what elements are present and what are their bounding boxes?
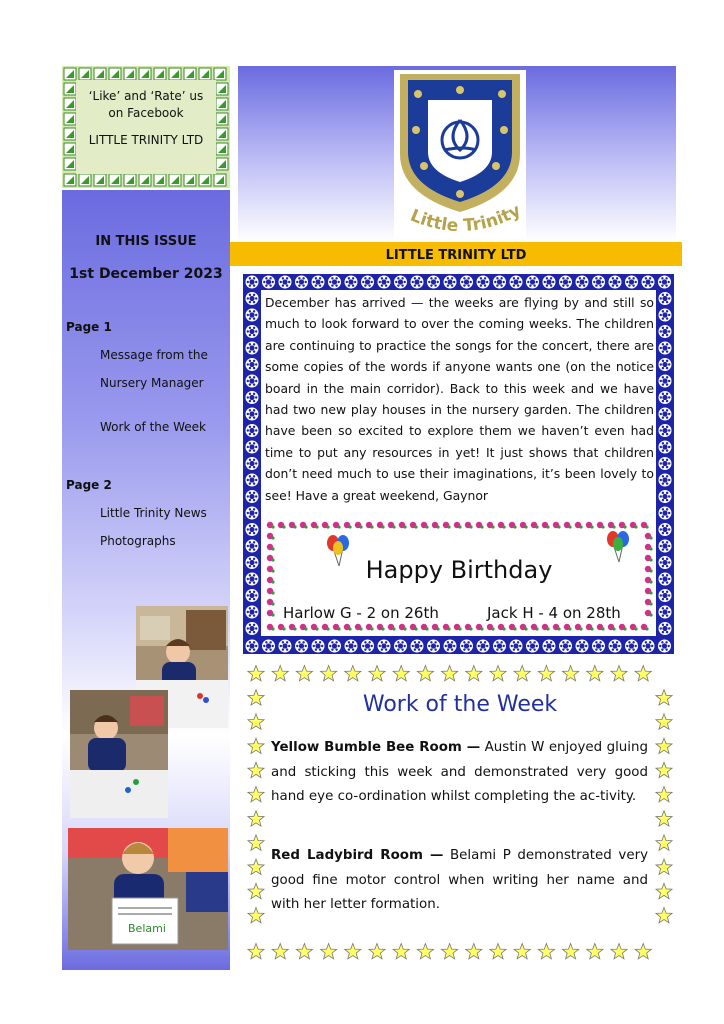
flower-bud [377, 522, 385, 529]
flower-bud [355, 624, 363, 631]
header [238, 66, 676, 242]
star-icon [272, 666, 288, 681]
star-icon [635, 944, 651, 959]
work-of-week-box [243, 660, 677, 964]
message-content [261, 290, 656, 636]
star-icon [611, 944, 627, 959]
flower-icon [246, 457, 259, 470]
star-icon [272, 944, 288, 959]
flower-icon [543, 276, 556, 289]
flower-bud [641, 522, 649, 529]
flower-bud [377, 624, 385, 631]
star-icon [369, 666, 385, 681]
flower-icon [295, 276, 308, 289]
flower-icon [659, 358, 672, 371]
green-tile [154, 174, 166, 186]
flower-bud [520, 522, 528, 529]
flower-bud [619, 624, 627, 631]
star-icon [248, 787, 264, 802]
flower-icon [510, 276, 523, 289]
facebook-line-2: on Facebook [108, 106, 184, 120]
flower-icon [378, 276, 391, 289]
flower-bud [454, 522, 462, 529]
flower-icon [576, 276, 589, 289]
green-tile [216, 158, 228, 170]
flower-bud [575, 522, 583, 529]
star-icon [587, 666, 603, 681]
flower-icon [659, 622, 672, 635]
green-tile [214, 174, 226, 186]
flower-icon [609, 276, 622, 289]
green-tile [184, 174, 196, 186]
flower-bud [322, 624, 330, 631]
facebook-line-1: ‘Like’ and ‘Rate’ us [88, 89, 204, 103]
flower-icon [246, 606, 259, 619]
crest-text: Little Trinity [407, 200, 525, 237]
star-icon [514, 944, 530, 959]
star-icon [514, 666, 530, 681]
flower-bud [410, 624, 418, 631]
star-icon [538, 666, 554, 681]
flower-icon [246, 474, 259, 487]
flower-icon [246, 622, 259, 635]
green-tile [124, 174, 136, 186]
flower-icon [444, 640, 457, 653]
green-tile [94, 174, 106, 186]
star-icon [296, 666, 312, 681]
star-icon [656, 811, 672, 826]
green-tile [216, 98, 228, 110]
flower-bud [267, 588, 275, 595]
flower-bud [388, 522, 396, 529]
flower-bud [476, 624, 484, 631]
flower-icon [559, 276, 572, 289]
page-1-item: Message from the [100, 348, 208, 362]
flower-icon [246, 408, 259, 421]
star-icon [442, 666, 458, 681]
flower-bud [465, 624, 473, 631]
flower-icon [361, 276, 374, 289]
work-item-yellow-room [271, 736, 648, 810]
flower-bud [355, 522, 363, 529]
star-icon [466, 666, 482, 681]
flower-bud [630, 522, 638, 529]
flower-icon [659, 507, 672, 520]
flower-bud [443, 522, 451, 529]
flower-icon [295, 640, 308, 653]
photo-card-name: Belami [128, 922, 166, 935]
green-tile [64, 158, 76, 170]
flower-bud [267, 624, 275, 631]
flower-icon [246, 441, 259, 454]
green-tile [216, 83, 228, 95]
green-tile [169, 174, 181, 186]
flower-icon [659, 441, 672, 454]
flower-bud [267, 522, 275, 529]
flower-icon [659, 523, 672, 536]
star-icon [248, 944, 264, 959]
flower-icon [625, 640, 638, 653]
flower-bud [344, 522, 352, 529]
green-tile [216, 128, 228, 140]
flower-icon [411, 276, 424, 289]
flower-bud [645, 610, 653, 617]
flower-icon [246, 507, 259, 520]
flower-icon [659, 457, 672, 470]
star-icon [656, 859, 672, 874]
star-icon [248, 883, 264, 898]
flower-icon [592, 640, 605, 653]
flower-icon [625, 276, 638, 289]
flower-icon [246, 292, 259, 305]
flower-bud [443, 624, 451, 631]
birthday-entry: Harlow G - 2 on 26th [283, 604, 439, 622]
flower-bud [645, 599, 653, 606]
photo-boy-gluing [70, 690, 168, 818]
flower-bud [432, 624, 440, 631]
green-tile [64, 83, 76, 95]
flower-icon [427, 640, 440, 653]
flower-bud [388, 624, 396, 631]
flower-icon [394, 640, 407, 653]
flower-bud [465, 522, 473, 529]
page-1-label: Page 1 [66, 320, 112, 334]
flower-icon [262, 640, 275, 653]
flower-icon [246, 540, 259, 553]
green-tile [184, 68, 196, 80]
green-tile [216, 143, 228, 155]
flower-bud [267, 599, 275, 606]
flower-icon [246, 490, 259, 503]
star-icon [248, 762, 264, 777]
flower-icon [592, 276, 605, 289]
star-icon [611, 666, 627, 681]
star-icon [417, 944, 433, 959]
flower-icon [659, 573, 672, 586]
star-icon [248, 666, 264, 681]
star-icon [345, 944, 361, 959]
green-tile [139, 68, 151, 80]
green-tile [94, 68, 106, 80]
room-name: Yellow Bumble Bee Room — [271, 740, 481, 755]
star-icon [393, 944, 409, 959]
flower-icon [328, 276, 341, 289]
green-tile [64, 113, 76, 125]
flower-icon [526, 276, 539, 289]
flower-icon [345, 640, 358, 653]
green-tile [79, 174, 91, 186]
star-icon [248, 859, 264, 874]
green-tile [124, 68, 136, 80]
green-tile [64, 143, 76, 155]
birthday-box [265, 520, 653, 632]
flower-icon [246, 358, 259, 371]
flower-bud [645, 533, 653, 540]
star-icon [442, 944, 458, 959]
flower-icon [279, 276, 292, 289]
star-icon [321, 944, 337, 959]
flower-icon [246, 523, 259, 536]
flower-bud [300, 624, 308, 631]
star-icon [635, 666, 651, 681]
flower-bud [311, 624, 319, 631]
flower-icon [328, 640, 341, 653]
work-item-red-room [271, 844, 648, 918]
flower-bud [333, 624, 341, 631]
star-icon [563, 944, 579, 959]
flower-icon [659, 606, 672, 619]
green-tile [64, 128, 76, 140]
room-name: Red Ladybird Room — [271, 848, 444, 863]
green-tile [109, 174, 121, 186]
flower-bud [575, 624, 583, 631]
flower-bud [553, 624, 561, 631]
flower-icon [361, 640, 374, 653]
green-tile [154, 68, 166, 80]
star-icon [369, 944, 385, 959]
page-2-label: Page 2 [66, 478, 112, 492]
flower-bud [564, 624, 572, 631]
flower-bud [300, 522, 308, 529]
flower-icon [246, 424, 259, 437]
flower-icon [246, 375, 259, 388]
flower-bud [267, 533, 275, 540]
flower-bud [476, 522, 484, 529]
green-tile [199, 68, 211, 80]
flower-bud [597, 624, 605, 631]
star-icon [345, 666, 361, 681]
star-icon [656, 908, 672, 923]
star-icon [393, 666, 409, 681]
flower-bud [608, 624, 616, 631]
work-description: Belami P demonstrated very good fine motor control when writing her name and with her letter formation. [271, 848, 649, 913]
flower-icon [345, 276, 358, 289]
flower-icon [493, 276, 506, 289]
flower-icon [246, 556, 259, 569]
flower-icon [659, 325, 672, 338]
star-icon [417, 666, 433, 681]
star-icon [656, 787, 672, 802]
flower-bud [608, 522, 616, 529]
flower-icon [659, 375, 672, 388]
manager-message: December has arrived — the weeks are flying by and still so much to look forward to over the coming weeks. The children are continuing to practice the songs for the concert, there are some copies of the words if anyone wants one (on the notice board in the main corridor). Back to this week and we have had two new play houses in the nursery garden. The children have been so excited to explore them we haven’t even had time to put any resources in yet! It just shows that children don’t need much to use their imaginations, it’s been lovely to see! Have a great weekend, Gaynor [265, 295, 654, 503]
flower-icon [659, 342, 672, 355]
flower-bud [531, 522, 539, 529]
flower-bud [509, 624, 517, 631]
flower-bud [487, 522, 495, 529]
flower-bud [344, 624, 352, 631]
flower-icon [659, 490, 672, 503]
flower-bud [322, 522, 330, 529]
flower-icon [659, 292, 672, 305]
green-tile [64, 98, 76, 110]
page-2-item: Photographs [100, 534, 176, 548]
page-2-item: Little Trinity News [100, 506, 207, 520]
star-icon [656, 762, 672, 777]
flower-icon [477, 276, 490, 289]
star-icon [248, 738, 264, 753]
flower-bud [399, 624, 407, 631]
star-icon [248, 811, 264, 826]
issue-heading: IN THIS ISSUE [95, 234, 197, 249]
green-tile [216, 113, 228, 125]
flower-icon [658, 276, 671, 289]
star-icon [656, 738, 672, 753]
green-tile [109, 68, 121, 80]
work-title: Work of the Week [362, 692, 558, 717]
page-1-item: Nursery Manager [100, 376, 204, 390]
star-icon [248, 908, 264, 923]
flower-icon [427, 276, 440, 289]
flower-icon [312, 276, 325, 289]
flower-bud [421, 624, 429, 631]
star-icon [656, 835, 672, 850]
green-tile [64, 68, 76, 80]
flower-icon [394, 276, 407, 289]
flower-bud [278, 522, 286, 529]
flower-icon [642, 640, 655, 653]
flower-icon [411, 640, 424, 653]
flower-bud [586, 522, 594, 529]
flower-bud [399, 522, 407, 529]
flower-bud [645, 544, 653, 551]
flower-icon [246, 325, 259, 338]
flower-bud [289, 522, 297, 529]
flower-icon [246, 391, 259, 404]
flower-icon [642, 276, 655, 289]
green-tile [64, 174, 76, 186]
flower-bud [553, 522, 561, 529]
flower-bud [267, 544, 275, 551]
flower-icon [246, 589, 259, 602]
flower-icon [378, 640, 391, 653]
flower-bud [366, 624, 374, 631]
birthday-title: Happy Birthday [365, 556, 553, 584]
flower-bud [498, 624, 506, 631]
star-icon [248, 835, 264, 850]
flower-icon [262, 276, 275, 289]
flower-icon [246, 640, 259, 653]
star-icon [466, 944, 482, 959]
flower-bud [597, 522, 605, 529]
star-icon [563, 666, 579, 681]
flower-icon [658, 640, 671, 653]
page-1-item: Work of the Week [100, 420, 206, 434]
flower-icon [312, 640, 325, 653]
flower-bud [542, 624, 550, 631]
flower-bud [454, 624, 462, 631]
facebook-line-3: LITTLE TRINITY LTD [88, 133, 204, 147]
school-crest-logo [394, 70, 526, 238]
flower-bud [641, 624, 649, 631]
flower-bud [487, 624, 495, 631]
star-icon [587, 944, 603, 959]
star-icon [656, 883, 672, 898]
message-box [243, 274, 674, 654]
issue-date: 1st December 2023 [69, 266, 223, 282]
star-icon [321, 666, 337, 681]
flower-bud [619, 522, 627, 529]
star-icon [296, 944, 312, 959]
flower-bud [630, 624, 638, 631]
flower-icon [659, 424, 672, 437]
green-tile [169, 68, 181, 80]
flower-icon [659, 556, 672, 569]
work-description: Austin W enjoyed gluing and sticking this week and demonstrated very good hand eye co-ordination whilst completing the ac-tivity. [271, 740, 648, 805]
star-icon [490, 666, 506, 681]
flower-icon [559, 640, 572, 653]
flower-icon [659, 309, 672, 322]
flower-bud [333, 522, 341, 529]
green-tile [214, 68, 226, 80]
flower-bud [520, 624, 528, 631]
flower-icon [609, 640, 622, 653]
green-tile [79, 68, 91, 80]
flower-icon [659, 474, 672, 487]
facebook-text [76, 80, 216, 174]
flower-icon [444, 276, 457, 289]
flower-bud [586, 624, 594, 631]
flower-icon [246, 276, 259, 289]
flower-icon [576, 640, 589, 653]
flower-bud [564, 522, 572, 529]
flower-bud [410, 522, 418, 529]
flower-icon [526, 640, 539, 653]
flower-bud [531, 624, 539, 631]
facebook-box [62, 66, 230, 188]
flower-bud [421, 522, 429, 529]
flower-icon [493, 640, 506, 653]
flower-bud [311, 522, 319, 529]
green-tile [139, 174, 151, 186]
flower-bud [432, 522, 440, 529]
birthday-entry: Jack H - 4 on 28th [487, 604, 621, 622]
photo-girl-card [68, 828, 228, 950]
flower-icon [460, 276, 473, 289]
flower-bud [366, 522, 374, 529]
flower-bud [542, 522, 550, 529]
flower-icon [510, 640, 523, 653]
flower-icon [659, 589, 672, 602]
flower-icon [659, 540, 672, 553]
star-icon [490, 944, 506, 959]
flower-bud [509, 522, 517, 529]
flower-icon [659, 408, 672, 421]
flower-bud [498, 522, 506, 529]
flower-icon [246, 573, 259, 586]
flower-bud [267, 610, 275, 617]
flower-icon [246, 309, 259, 322]
flower-bud [645, 588, 653, 595]
flower-icon [659, 391, 672, 404]
flower-icon [543, 640, 556, 653]
star-icon [538, 944, 554, 959]
flower-icon [246, 342, 259, 355]
title-banner: LITTLE TRINITY LTD [230, 242, 682, 266]
flower-icon [477, 640, 490, 653]
green-tile [199, 174, 211, 186]
flower-bud [278, 624, 286, 631]
flower-icon [279, 640, 292, 653]
flower-icon [460, 640, 473, 653]
flower-bud [289, 624, 297, 631]
crest-area [394, 70, 526, 238]
